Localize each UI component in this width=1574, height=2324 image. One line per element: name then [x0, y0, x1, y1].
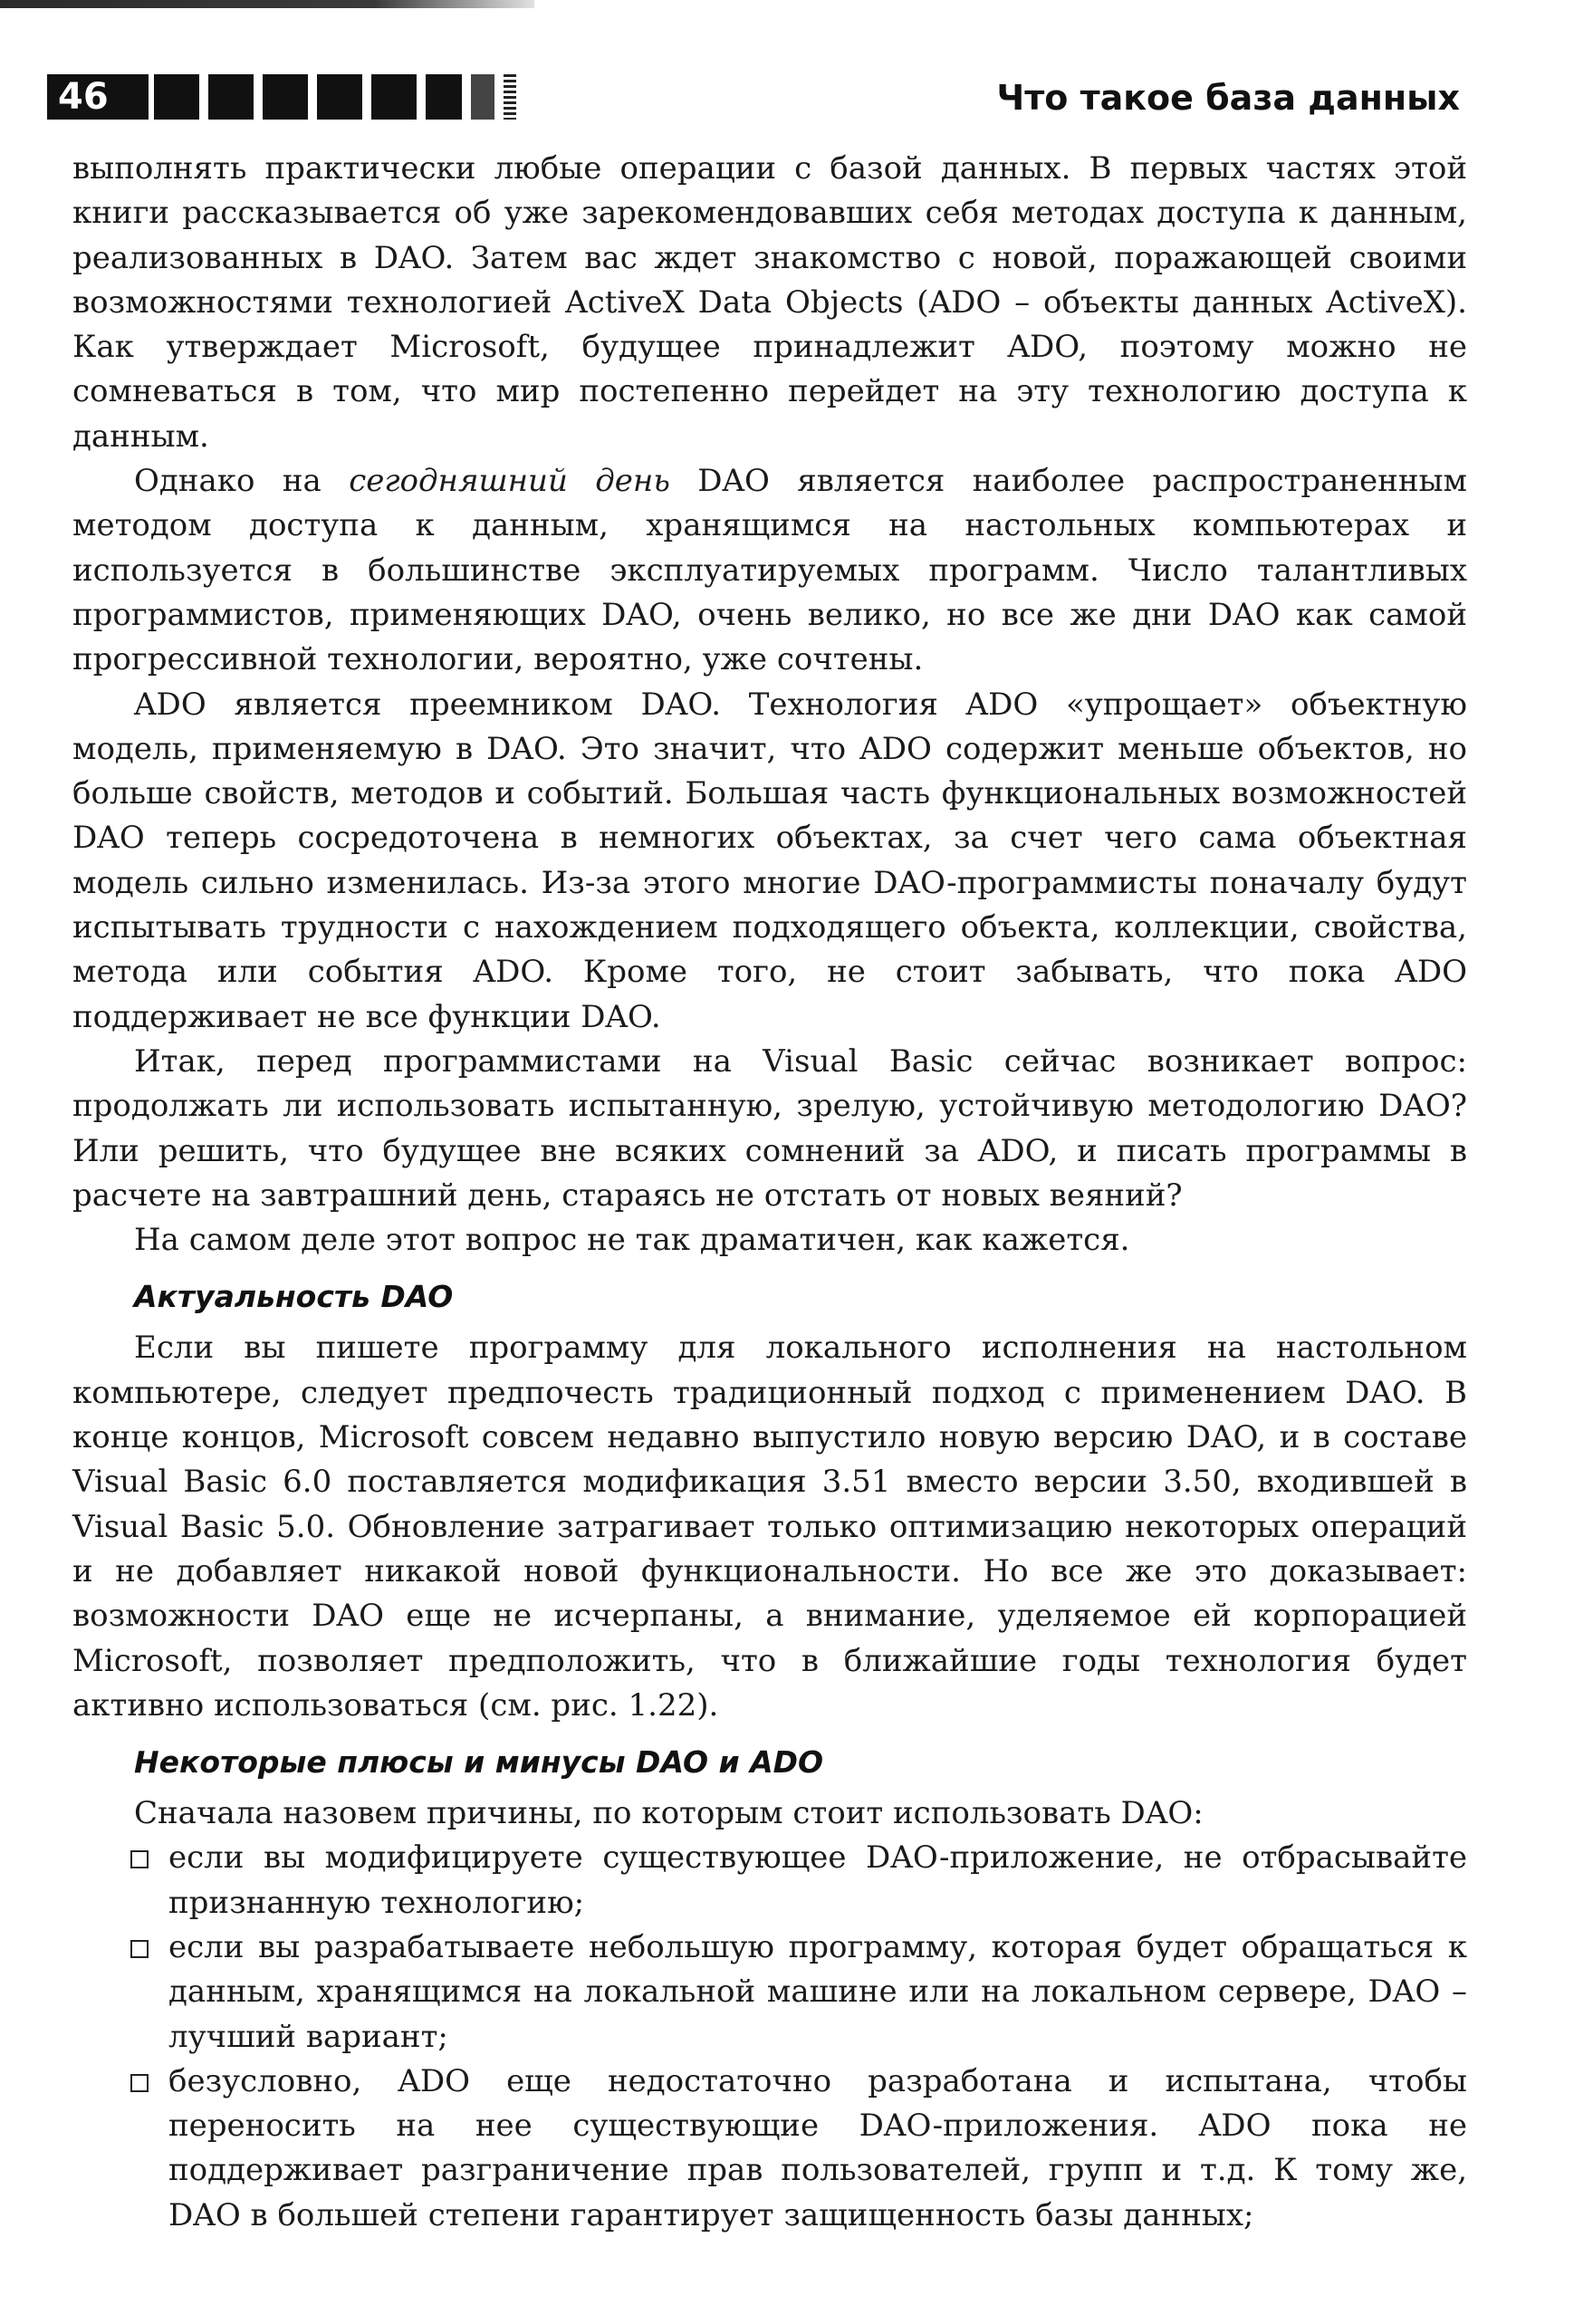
page-header — [47, 71, 1460, 125]
header-bar — [208, 74, 254, 120]
paragraph-3: ADO является преемником DAO. Технология ADO «упрощает» объектную модель, применяемую в DAO. Это значит, что ADO содержит меньше объектов, но больше свойств, методов и событий. Большая часть функциональных возможностей DAO теперь сосредоточена в немногих объектах, за счет чего сама объектная модель сильно изменилась. Из-за этого многие DAO-программисты поначалу будут испытывать трудности с нахождением подходящего объекта, коллекции, свойства, метода или события ADO. Кроме того, не стоит забывать, что пока ADO поддерживает не все функции DAO. — [72, 686, 1467, 1035]
top-scan-rule — [0, 0, 534, 8]
paragraph-2 — [72, 459, 1467, 682]
section-heading-dao-relevance: Актуальность DAO — [134, 1279, 454, 1315]
list-item — [72, 1836, 1467, 1925]
paragraph-7: Сначала назовем причины, по которым стоит использовать DAO: — [134, 1795, 1204, 1832]
paragraph-1: выполнять практически любые операции с базой данных. В первых частях этой книги рассказывается об уже зарекомендовавших себя методах доступа к данным, реализованных в DAO. Затем вас ждет знакомство с новой, поражающей своими возможностями технологией ActiveX Data Objects (ADO – объекты данных ActiveX). Как утверждает Microsoft, будущее принадлежит ADO, поэтому можно не сомневаться в том, что мир постепенно перейдет на эту технологию доступа к данным. — [72, 150, 1467, 455]
section-heading-pros-cons: Некоторые плюсы и минусы DAO и ADO — [134, 1744, 824, 1781]
header-bar — [471, 74, 494, 120]
checkbox-bullet-icon — [130, 2074, 149, 2092]
header-bar — [154, 74, 199, 120]
page-number: 46 — [47, 74, 149, 120]
checkbox-bullet-icon — [130, 1850, 149, 1868]
paragraph-5: На самом деле этот вопрос не так драматичен, как кажется. — [134, 1222, 1130, 1259]
paragraph-2-emphasis: сегодняшний день — [349, 463, 670, 500]
list-item — [72, 1925, 1467, 2060]
bullet-list — [72, 1836, 1467, 2238]
page-body — [72, 147, 1467, 2238]
header-bar — [317, 74, 362, 120]
list-item — [72, 2060, 1467, 2238]
header-bar — [263, 74, 308, 120]
header-bar — [504, 74, 516, 120]
paragraph-2-start: Однако на — [134, 463, 350, 500]
paragraph-4: Итак, перед программистами на Visual Basic сейчас возникает вопрос: продолжать ли использовать испытанную, зрелую, устойчивую методологию DAO? Или решить, что будущее вне всяких сомнений за ADO, и писать программы в расчете на завтрашний день, стараясь не отстать от новых веяний? — [72, 1042, 1467, 1214]
running-header-title: Что такое база данных — [996, 78, 1460, 118]
list-item-text: безусловно, ADO еще недостаточно разработана и испытана, чтобы переносить на нее существующие DAO-приложения. ADO пока не поддерживает разграничение прав пользователей, групп и т.д. К тому же, DAO в большей степени гарантирует защищенность базы данных; — [168, 2062, 1467, 2233]
paragraph-6: Если вы пишете программу для локального исполнения на настольном компьютере, следует предпочесть традиционный подход с применением DAO. В конце концов, Microsoft совсем недавно выпустило новую версию DAO, и в составе Visual Basic 6.0 поставляется модификация 3.51 вместо версии 3.50, входившей в Visual Basic 5.0. Обновление затрагивает только оптимизацию некоторых операций и не добавляет никакой новой функциональности. Но все же это доказывает: возможности DAO еще не исчерпаны, а внимание, уделяемое ей корпорацией Microsoft, позволяет предположить, что в ближайшие годы технология будет активно использоваться (см. рис. 1.22). — [72, 1330, 1467, 1724]
header-bar — [371, 74, 417, 120]
header-decoration-bars — [154, 74, 516, 120]
list-item-text: если вы разрабатываете небольшую программу, которая будет обращаться к данным, хранящимся на локальной машине или на локальном сервере, DAO – лучший вариант; — [168, 1928, 1467, 2055]
list-item-text: если вы модифицируете существующее DAO-приложение, не отбрасывайте признанную технологию; — [168, 1839, 1467, 1921]
paragraph-2-rest: DAO является наиболее распространенным методом доступа к данным, хранящимся на настольных компьютерах и используется в большинстве эксплуатируемых программ. Число талантливых программистов, применяющих DAO, очень велико, но все же дни DAO как самой прогрессивной технологии, вероятно, уже сочтены. — [72, 463, 1467, 678]
checkbox-bullet-icon — [130, 1940, 149, 1958]
header-bar — [426, 74, 462, 120]
